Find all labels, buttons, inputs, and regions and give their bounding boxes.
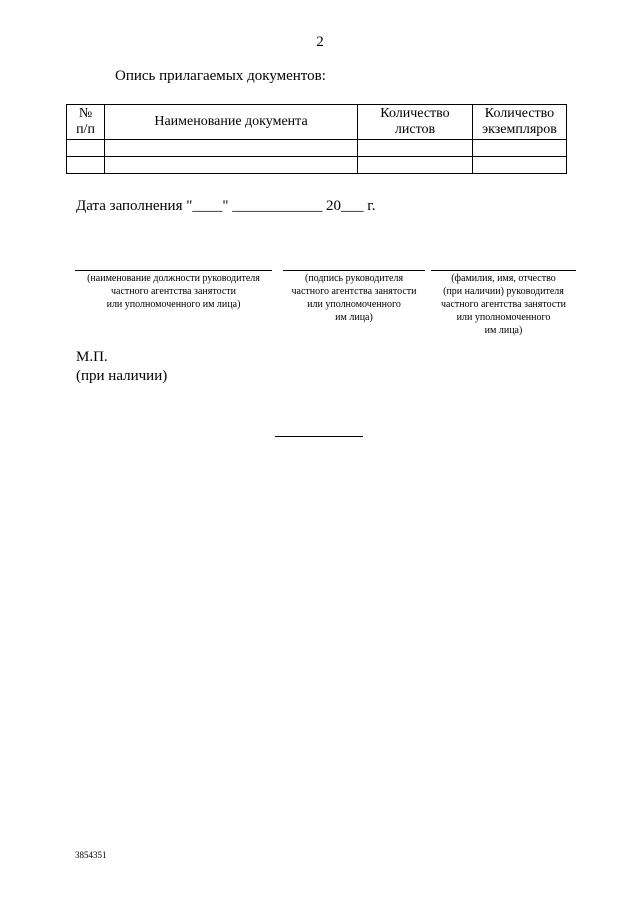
table-cell bbox=[105, 140, 358, 157]
fill-date-line: Дата заполнения "____" ____________ 20___ г. bbox=[76, 198, 376, 214]
inventory-header-row bbox=[67, 105, 567, 140]
column-header-sheets bbox=[358, 105, 473, 140]
signature-line-full-name bbox=[431, 270, 576, 271]
table-cell bbox=[473, 157, 567, 174]
document-code: 3854351 bbox=[75, 850, 107, 860]
closing-divider bbox=[275, 436, 363, 437]
inventory-title: Опись прилагаемых документов: bbox=[115, 68, 326, 84]
table-cell bbox=[105, 157, 358, 174]
column-header-document-name bbox=[105, 105, 358, 140]
column-header-number bbox=[67, 105, 105, 140]
table-cell bbox=[358, 140, 473, 157]
table-cell bbox=[358, 157, 473, 174]
table-cell bbox=[473, 140, 567, 157]
table-cell bbox=[67, 140, 105, 157]
stamp-block bbox=[76, 348, 167, 386]
column-header-number-line1: № bbox=[78, 106, 93, 121]
table-row bbox=[67, 157, 567, 174]
column-header-number-line2: п/п bbox=[76, 122, 95, 137]
signature-line-signature bbox=[283, 270, 425, 271]
table-cell bbox=[67, 157, 105, 174]
column-header-sheets-line1: Количество bbox=[380, 106, 450, 121]
stamp-note: (при наличии) bbox=[76, 368, 168, 384]
stamp-label: М.П. bbox=[76, 349, 108, 365]
column-header-copies bbox=[473, 105, 567, 140]
table-row bbox=[67, 140, 567, 157]
signature-caption-full-name: (фамилия, имя, отчество (при наличии) руководителя частного агентства занятости или уполномоченного им лица) bbox=[441, 273, 566, 336]
signature-line-position bbox=[75, 270, 272, 271]
signature-caption-position: (наименование должности руководителя частного агентства занятости или уполномоченного им лица) bbox=[87, 273, 260, 310]
column-header-document-name-label: Наименование документа bbox=[154, 114, 308, 129]
inventory-table bbox=[66, 104, 567, 174]
column-header-copies-line1: Количество bbox=[484, 106, 555, 121]
column-header-sheets-line2: листов bbox=[394, 122, 436, 137]
column-header-copies-line2: экземпляров bbox=[482, 122, 557, 137]
page-number: 2 bbox=[316, 34, 324, 50]
signature-caption-signature: (подпись руководителя частного агентства занятости или уполномоченного им лица) bbox=[291, 273, 417, 323]
